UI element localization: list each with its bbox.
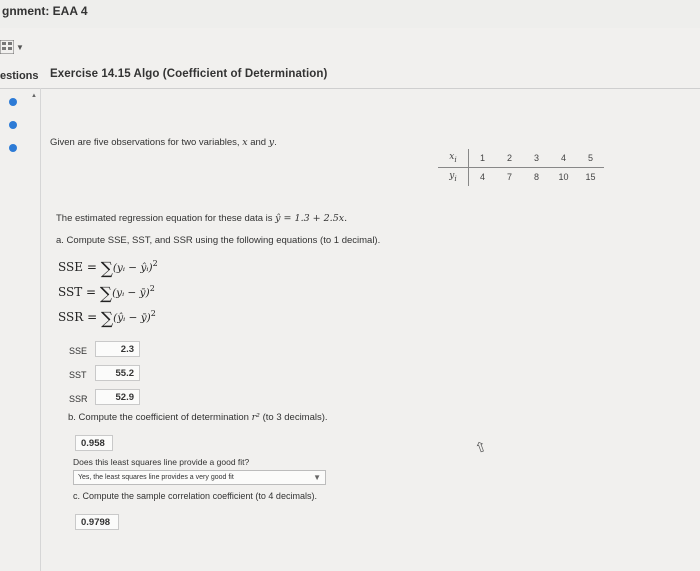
chevron-down-icon: ▼	[313, 473, 321, 482]
question-header	[0, 62, 700, 89]
sst-label: SST	[69, 370, 87, 380]
question-content	[40, 89, 700, 571]
table-cell: 3	[523, 149, 550, 168]
table-cell: 10	[558, 172, 569, 182]
top-bar	[0, 0, 700, 28]
intro-text: Given are five observations for two variables, x and y.	[50, 137, 277, 148]
regression-text: The estimated regression equation for these data is ŷ = 1.3 + 2.5x.	[56, 213, 348, 224]
part-c-text: c. Compute the sample correlation coefficient (to 4 decimals).	[73, 491, 317, 501]
table-cell: 5	[577, 149, 604, 168]
menu-grid-icon[interactable]	[0, 40, 14, 54]
sse-formula: SSE = ∑(yᵢ − ŷᵢ)$^2$	[58, 259, 158, 279]
sst-input[interactable]: 55.2	[95, 365, 140, 381]
part-a-text: a. Compute SSE, SST, and SSR using the following equations (to 1 decimal).	[56, 235, 381, 246]
ssr-label: SSR	[69, 394, 88, 404]
r-squared-input[interactable]: 0.958	[75, 435, 113, 451]
exercise-title: Exercise 14.15 Algo (Coefficient of Determination)	[50, 68, 328, 80]
table-cell: 1	[469, 149, 497, 168]
table-cell: 2	[496, 149, 523, 168]
mouse-cursor-icon: ⇧	[472, 437, 489, 457]
part-b-text: b. Compute the coefficient of determination r² (to 3 decimals).	[68, 412, 328, 423]
sst-formula: SST = ∑(yᵢ − ȳ)$^2$	[58, 284, 155, 304]
scroll-up-icon[interactable]: ▲	[31, 93, 37, 99]
table-cell: 15	[585, 172, 596, 182]
sse-label: SSE	[69, 346, 88, 356]
assignment-title: gnment: EAA 4	[2, 4, 88, 18]
question-nav-dot[interactable]	[9, 121, 17, 129]
fit-question-text: Does this least squares line provide a good fit?	[73, 457, 250, 467]
x-header: $x_i$	[438, 149, 469, 168]
question-nav-dot[interactable]	[9, 144, 17, 152]
fit-answer-value: Yes, the least squares line provides a very good fit	[78, 474, 234, 481]
y-header: $y_i$	[438, 168, 469, 187]
observations-table	[438, 149, 604, 186]
ssr-input[interactable]: 52.9	[95, 389, 140, 405]
table-cell: 8	[533, 172, 539, 182]
sse-input[interactable]: 2.3	[95, 341, 140, 357]
question-nav-dot[interactable]	[9, 98, 17, 106]
fit-answer-select[interactable]	[73, 470, 326, 485]
ssr-formula: SSR = ∑(ŷᵢ − ȳ)$^2$	[58, 309, 156, 329]
table-cell: 7	[506, 172, 512, 182]
regression-equation: ŷ = 1.3 + 2.5x.	[275, 213, 348, 224]
table-cell: 4	[479, 172, 485, 182]
correlation-input[interactable]: 0.9798	[75, 514, 119, 530]
table-cell: 4	[550, 149, 577, 168]
questions-tab[interactable]: estions	[0, 70, 39, 82]
chevron-down-icon[interactable]: ▼	[16, 43, 24, 52]
